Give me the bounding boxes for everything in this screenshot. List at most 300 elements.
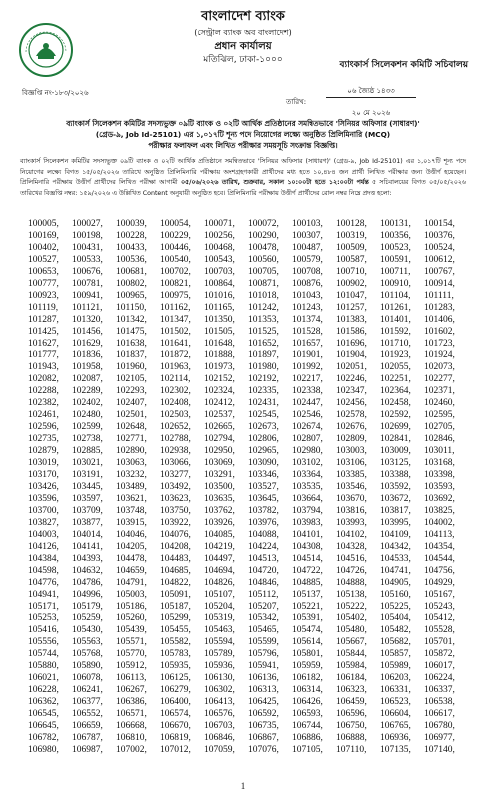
roll-number: 103664,: [292, 493, 323, 504]
roll-number: 101963,: [160, 362, 191, 373]
roll-number: 100103,: [292, 219, 323, 229]
roll-number: 100710,: [336, 266, 367, 277]
roll-number: 102051,: [336, 362, 367, 373]
roll-number: 100705,: [248, 266, 279, 277]
roll-number: 101652,: [248, 338, 279, 349]
roll-number: 105844,: [336, 649, 367, 660]
roll-number: 103635,: [204, 493, 235, 504]
roll-number: 101374,: [292, 314, 323, 325]
roll-number: 102705,: [424, 422, 455, 433]
roll-number: 100871,: [248, 278, 279, 289]
roll-number: 105221,: [292, 601, 323, 612]
roll-number: 106810,: [116, 732, 147, 743]
roll-number: 103750,: [160, 505, 191, 516]
roll-number: 105770,: [116, 649, 147, 660]
roll-number: 100681,: [116, 266, 147, 277]
roll-number: 102371,: [424, 386, 455, 397]
date-bangla: ০৬ জ্যৈষ্ঠ ১৪৩৩: [347, 87, 395, 95]
roll-number: 102735,: [28, 434, 59, 445]
roll-number: 105563,: [72, 637, 103, 648]
roll-number: 100902,: [336, 278, 367, 289]
roll-number: 104113,: [424, 529, 455, 540]
roll-number: 105857,: [380, 649, 411, 660]
roll-number: 100876,: [292, 278, 323, 289]
roll-number: 104822,: [160, 577, 191, 588]
roll-number: 106765,: [380, 721, 411, 732]
roll-number: 103445,: [72, 481, 103, 492]
roll-number: 103277,: [160, 470, 191, 481]
roll-number: 101261,: [380, 302, 411, 313]
roll-number: 101525,: [248, 326, 279, 337]
roll-number: 103019,: [28, 458, 59, 469]
roll-number: 106337,: [424, 685, 455, 696]
roll-number: 106617,: [424, 709, 455, 720]
roll-number: 103762,: [204, 505, 235, 516]
roll-number: 100307,: [292, 230, 323, 241]
roll-number: 105416,: [28, 625, 59, 636]
roll-number: 100154,: [424, 219, 455, 229]
roll-number: 106596,: [336, 709, 367, 720]
roll-number: 105935,: [160, 661, 191, 672]
roll-number: 104046,: [116, 529, 147, 540]
roll-number: 100543,: [204, 254, 235, 265]
roll-number: 101456,: [72, 326, 103, 337]
roll-number: 100676,: [72, 266, 103, 277]
roll-number: 103191,: [72, 470, 103, 481]
roll-number: 102347,: [336, 386, 367, 397]
roll-number: 100612,: [424, 254, 455, 265]
roll-number: 104205,: [116, 541, 147, 552]
roll-number: 105482,: [380, 625, 411, 636]
roll-number: 103090,: [248, 458, 279, 469]
roll-number: 104786,: [72, 577, 103, 588]
roll-number: 103623,: [160, 493, 191, 504]
roll-number: 106750,: [336, 721, 367, 732]
date-block: [286, 86, 456, 119]
roll-number: 102595,: [424, 410, 455, 421]
roll-number: 103592,: [380, 481, 411, 492]
roll-number: 100579,: [292, 254, 323, 265]
roll-number: 100653,: [28, 266, 59, 277]
roll-number: 106593,: [292, 709, 323, 720]
roll-number: 101904,: [336, 350, 367, 361]
roll-number: 101425,: [28, 326, 59, 337]
roll-number: 102447,: [292, 398, 323, 409]
roll-number: 101018,: [248, 290, 279, 301]
roll-number: 104076,: [160, 529, 191, 540]
roll-number: 100523,: [380, 242, 411, 253]
roll-number: 102055,: [380, 362, 411, 373]
roll-number: 102289,: [72, 386, 103, 397]
roll-number: 104354,: [424, 541, 455, 552]
roll-number: 100433,: [116, 242, 147, 253]
roll-number: 103388,: [380, 470, 411, 481]
roll-number: 106425,: [248, 697, 279, 708]
roll-number: 104208,: [160, 541, 191, 552]
roll-number: 102596,: [28, 422, 59, 433]
roll-number: 103063,: [116, 458, 147, 469]
roll-number: 106523,: [380, 697, 411, 708]
roll-number: 102480,: [72, 410, 103, 421]
roll-number: 105463,: [204, 625, 235, 636]
roll-number: 105107,: [204, 589, 235, 600]
roll-number: 101923,: [380, 350, 411, 361]
roll-number: 101505,: [204, 326, 235, 337]
office-address: মতিঝিল, ঢাকা-১০০০: [203, 55, 283, 65]
roll-number: 100941,: [72, 290, 103, 301]
roll-number: 100468,: [204, 242, 235, 253]
roll-number: 101992,: [292, 362, 323, 373]
roll-number: 106241,: [72, 685, 103, 696]
roll-number: 103066,: [160, 458, 191, 469]
roll-number: 105959,: [292, 661, 323, 672]
roll-number: 101119,: [28, 302, 59, 313]
roll-number: 102152,: [204, 374, 235, 385]
roll-number: 106886,: [292, 732, 323, 743]
roll-number: 106224,: [424, 673, 455, 684]
roll-number: 106136,: [248, 673, 279, 684]
roll-number: 102846,: [424, 434, 455, 445]
roll-number: 105430,: [72, 625, 103, 636]
roll-number: 102885,: [72, 446, 103, 457]
roll-number: 104308,: [292, 541, 323, 552]
roll-number: 106977,: [424, 732, 455, 743]
roll-number: 105171,: [28, 601, 59, 612]
roll-number: 104102,: [336, 529, 367, 540]
roll-number: 105003,: [116, 589, 147, 600]
roll-number: 101888,: [204, 350, 235, 361]
roll-number: 107135,: [380, 744, 411, 755]
roll-number: 103922,: [160, 517, 191, 528]
roll-number: 102771,: [116, 434, 147, 445]
roll-number: 100781,: [72, 278, 103, 289]
roll-number: 106021,: [28, 673, 59, 684]
roll-number: 105137,: [292, 589, 323, 600]
roll-number: 104126,: [28, 541, 59, 552]
roll-number: 102537,: [204, 410, 235, 421]
roll-number: 105160,: [380, 589, 411, 600]
roll-number: 103915,: [116, 517, 147, 528]
roll-number: 105207,: [248, 601, 279, 612]
roll-number: 103003,: [336, 446, 367, 457]
roll-number: 101958,: [72, 362, 103, 373]
roll-number: 106735,: [248, 721, 279, 732]
roll-number: 102501,: [116, 410, 147, 421]
roll-number: 100587,: [336, 254, 367, 265]
roll-number: 105768,: [72, 649, 103, 660]
page-number: 1: [240, 781, 246, 791]
roll-number: 102105,: [116, 374, 147, 385]
roll-number: 104384,: [28, 553, 59, 564]
roll-number: 100072,: [248, 219, 279, 229]
roll-number: 105744,: [28, 649, 59, 660]
roll-number: 103106,: [336, 458, 367, 469]
roll-number: 100821,: [160, 278, 191, 289]
roll-number: 101104,: [380, 290, 411, 301]
roll-number: 104941,: [28, 589, 59, 600]
title-line-3: পরীক্ষার ফলাফল এবং লিখিত পরীক্ষার সময়সূচি সংক্রান্ত বিজ্ঞপ্তি।: [148, 141, 338, 150]
roll-number: 106331,: [380, 685, 411, 696]
roll-number: 104002,: [424, 517, 455, 528]
roll-number: 100702,: [160, 266, 191, 277]
roll-number: 102809,: [336, 434, 367, 445]
roll-number: 101723,: [424, 338, 455, 349]
roll-number: 102699,: [380, 422, 411, 433]
roll-number: 105880,: [28, 661, 59, 672]
roll-number: 102599,: [72, 422, 103, 433]
roll-number: 103546,: [336, 481, 367, 492]
roll-number: 102652,: [160, 422, 191, 433]
roll-number: 103492,: [160, 481, 191, 492]
roll-number: 105571,: [116, 637, 147, 648]
roll-number: 106302,: [204, 685, 235, 696]
roll-number: 103995,: [380, 517, 411, 528]
roll-number: 103672,: [380, 493, 411, 504]
roll-number: 105682,: [380, 637, 411, 648]
roll-number: 105225,: [380, 601, 411, 612]
roll-number: 106545,: [28, 709, 59, 720]
roll-number: 106987,: [72, 744, 103, 755]
roll-number: 101980,: [248, 362, 279, 373]
roll-number: 101047,: [336, 290, 367, 301]
roll-number: 102676,: [336, 422, 367, 433]
roll-number: 105912,: [116, 661, 147, 672]
roll-number: 103794,: [292, 505, 323, 516]
roll-number: 103596,: [28, 493, 59, 504]
date-label: তারিখ:: [286, 98, 307, 106]
roll-number: 103621,: [116, 493, 147, 504]
roll-number: 101943,: [28, 362, 59, 373]
roll-number: 104791,: [116, 577, 147, 588]
roll-number: 103827,: [28, 517, 59, 528]
roll-number: 100131,: [380, 219, 411, 229]
secretariat-name: ব্যাংকার্স সিলেকশন কমিটি সচিবালয়: [339, 60, 468, 70]
roll-number: 105404,: [380, 613, 411, 624]
roll-number: 101257,: [336, 302, 367, 313]
roll-number: 105789,: [204, 649, 235, 660]
roll-number: 101016,: [204, 290, 235, 301]
roll-number: 100478,: [248, 242, 279, 253]
roll-number: 105801,: [292, 649, 323, 660]
roll-number: 105667,: [336, 637, 367, 648]
roll-number: 102302,: [160, 386, 191, 397]
roll-number: 103709,: [72, 505, 103, 516]
roll-number: 104109,: [380, 529, 411, 540]
roll-number: 105243,: [424, 601, 455, 612]
roll-number: 102082,: [28, 374, 59, 385]
roll-number: 106782,: [28, 732, 59, 743]
roll-number: 107002,: [116, 744, 147, 755]
roll-number: 102324,: [204, 386, 235, 397]
roll-number: 102648,: [116, 422, 147, 433]
roll-number: 107110,: [336, 744, 367, 755]
roll-number: 103597,: [72, 493, 103, 504]
roll-number: 102114,: [160, 374, 191, 385]
roll-number: 101342,: [116, 314, 147, 325]
roll-number: 101475,: [116, 326, 147, 337]
roll-number: 105465,: [248, 625, 279, 636]
roll-number: 101353,: [248, 314, 279, 325]
roll-number: 101320,: [72, 314, 103, 325]
roll-number: 101641,: [160, 338, 191, 349]
roll-number: 104514,: [292, 553, 323, 564]
roll-number: 104328,: [336, 541, 367, 552]
roll-number: 106936,: [380, 732, 411, 743]
roll-number: 100319,: [336, 230, 367, 241]
roll-number: 104393,: [72, 553, 103, 564]
roll-number: 103291,: [204, 470, 235, 481]
roll-number: 105582,: [160, 637, 191, 648]
roll-number: 104632,: [72, 565, 103, 576]
roll-number: 102806,: [248, 434, 279, 445]
roll-number: 101629,: [72, 338, 103, 349]
roll-number: 100290,: [248, 230, 279, 241]
paragraph-part-1: ব্যাংকার্স সিলেকশন কমিটির সদস্যভুক্ত ০৯টি ব্যাংক ও ০২টি আর্থিক প্রতিষ্ঠানে সমন্বিতভাবে 'সিনিয়র অফিসার (সাধারণ)' (গ্রেড-৯, Job Id-25101) এর ১,০১৭টি শূন্য পদে নিয়োগের লক্ষ্যে বিগত ১৫/০৫/২০২৬ তারিখে অনুষ্ঠিত প্রিলিমিনারি পরীক্ষায় অংশগ্রহণকারী প্রার্থীদের মধ্য হতে ১০,৪৮৪ জন প্রার্থী লিখিত পরীক্ষার জন্য উত্তীর্ণ হয়েছেন। প্রিলিমিনারি পরীক্ষায় উত্তীর্ণ প্রার্থীদের লিখিত পরীক্ষা আগামী: [20, 158, 466, 187]
roll-number: 102546,: [292, 410, 323, 421]
roll-number: 102665,: [204, 422, 235, 433]
roll-number: 101777,: [28, 350, 59, 361]
roll-number: 105936,: [204, 661, 235, 672]
roll-number: 105391,: [292, 613, 323, 624]
roll-number: 100128,: [336, 219, 367, 229]
roll-number: 106659,: [72, 721, 103, 732]
roll-number: 100536,: [116, 254, 147, 265]
roll-number: 100005,: [28, 219, 59, 229]
roll-number: 104685,: [160, 565, 191, 576]
roll-number: 104888,: [336, 577, 367, 588]
roll-number: 100560,: [248, 254, 279, 265]
roll-number: 104085,: [204, 529, 235, 540]
roll-number: 102460,: [424, 398, 455, 409]
roll-number: 104141,: [72, 541, 103, 552]
roll-number: 103825,: [424, 505, 455, 516]
roll-number: 104776,: [28, 577, 59, 588]
roll-number: 104722,: [292, 565, 323, 576]
roll-number: 101243,: [292, 302, 323, 313]
roll-number: 105474,: [292, 625, 323, 636]
roll-number: 100540,: [160, 254, 191, 265]
roll-number: 102246,: [336, 374, 367, 385]
roll-number: 100777,: [28, 278, 59, 289]
roll-number: 106078,: [72, 673, 103, 684]
roll-number: 100431,: [72, 242, 103, 253]
roll-number: 100169,: [28, 230, 59, 241]
roll-number: 103645,: [248, 493, 279, 504]
roll-number: 102293,: [116, 386, 147, 397]
roll-number: 106267,: [116, 685, 147, 696]
roll-number: 101283,: [424, 302, 455, 313]
roll-number: 104905,: [380, 577, 411, 588]
roll-number: 101627,: [28, 338, 59, 349]
roll-number: 101602,: [424, 326, 455, 337]
roll-number: 103489,: [116, 481, 147, 492]
roll-number: 104720,: [248, 565, 279, 576]
roll-number: 102965,: [248, 446, 279, 457]
roll-number: 102335,: [248, 386, 279, 397]
roll-number: 101924,: [424, 350, 455, 361]
roll-number: 103364,: [292, 470, 323, 481]
org-subtitle: (সেন্ট্রাল ব্যাংক অব বাংলাদেশ): [194, 28, 292, 37]
roll-number: 102950,: [204, 446, 235, 457]
roll-number: 101901,: [292, 350, 323, 361]
roll-number: 100071,: [204, 219, 235, 229]
roll-number: 102073,: [424, 362, 455, 373]
roll-number: 105187,: [160, 601, 191, 612]
roll-number: 101837,: [116, 350, 147, 361]
roll-number: 105138,: [336, 589, 367, 600]
bangladesh-bank-logo: [18, 22, 74, 78]
roll-number: 103816,: [336, 505, 367, 516]
roll-number: 106314,: [292, 685, 323, 696]
roll-number: 106377,: [72, 697, 103, 708]
roll-number: 102277,: [424, 374, 455, 385]
roll-number: 100524,: [424, 242, 455, 253]
roll-number: 102288,: [28, 386, 59, 397]
roll-number: 105872,: [424, 649, 455, 660]
roll-number: 101648,: [204, 338, 235, 349]
roll-number: 102592,: [380, 410, 411, 421]
roll-number: 104003,: [28, 529, 59, 540]
roll-number: 105222,: [336, 601, 367, 612]
roll-number: 100446,: [160, 242, 191, 253]
roll-number: 103102,: [292, 458, 323, 469]
roll-number: 105167,: [424, 589, 455, 600]
roll-number: 101872,: [160, 350, 191, 361]
roll-number: 106130,: [204, 673, 235, 684]
roll-number: 102578,: [336, 410, 367, 421]
roll-number: 103021,: [72, 458, 103, 469]
roll-number: 106386,: [116, 697, 147, 708]
roll-number: 105614,: [292, 637, 323, 648]
roll-number: 100914,: [424, 278, 455, 289]
roll-number: 104088,: [248, 529, 279, 540]
roll-number: 101528,: [292, 326, 323, 337]
roll-number: 102458,: [380, 398, 411, 409]
roll-number: 106203,: [380, 673, 411, 684]
roll-number: 102456,: [336, 398, 367, 409]
roll-number: 104014,: [72, 529, 103, 540]
roll-number: 105941,: [248, 661, 279, 672]
roll-number: 103009,: [380, 446, 411, 457]
roll-number: 101287,: [28, 314, 59, 325]
roll-number: 103385,: [336, 470, 367, 481]
roll-number: 102087,: [72, 374, 103, 385]
roll-number: 103976,: [248, 517, 279, 528]
roll-number: 106113,: [116, 673, 147, 684]
roll-number: 100910,: [380, 278, 411, 289]
roll-number: 103168,: [424, 458, 455, 469]
roll-number: 103232,: [116, 470, 147, 481]
roll-number: 100198,: [72, 230, 103, 241]
roll-number: 102431,: [248, 398, 279, 409]
roll-number-list: [28, 219, 468, 757]
roll-number: 102674,: [292, 422, 323, 433]
roll-number: 106819,: [160, 732, 191, 743]
roll-number: 105783,: [160, 649, 191, 660]
roll-number: 102461,: [28, 410, 59, 421]
roll-number: 101242,: [248, 302, 279, 313]
roll-number: 103500,: [204, 481, 235, 492]
roll-number: 106604,: [380, 709, 411, 720]
date-gregorian: ২০ মে ২০২৬: [351, 109, 391, 117]
roll-number: 100533,: [72, 254, 103, 265]
roll-number: 106017,: [424, 661, 455, 672]
roll-number: 104342,: [380, 541, 411, 552]
roll-number: 105186,: [116, 601, 147, 612]
roll-number: 101586,: [336, 326, 367, 337]
roll-number: 104101,: [292, 529, 323, 540]
roll-number: 101121,: [72, 302, 103, 313]
